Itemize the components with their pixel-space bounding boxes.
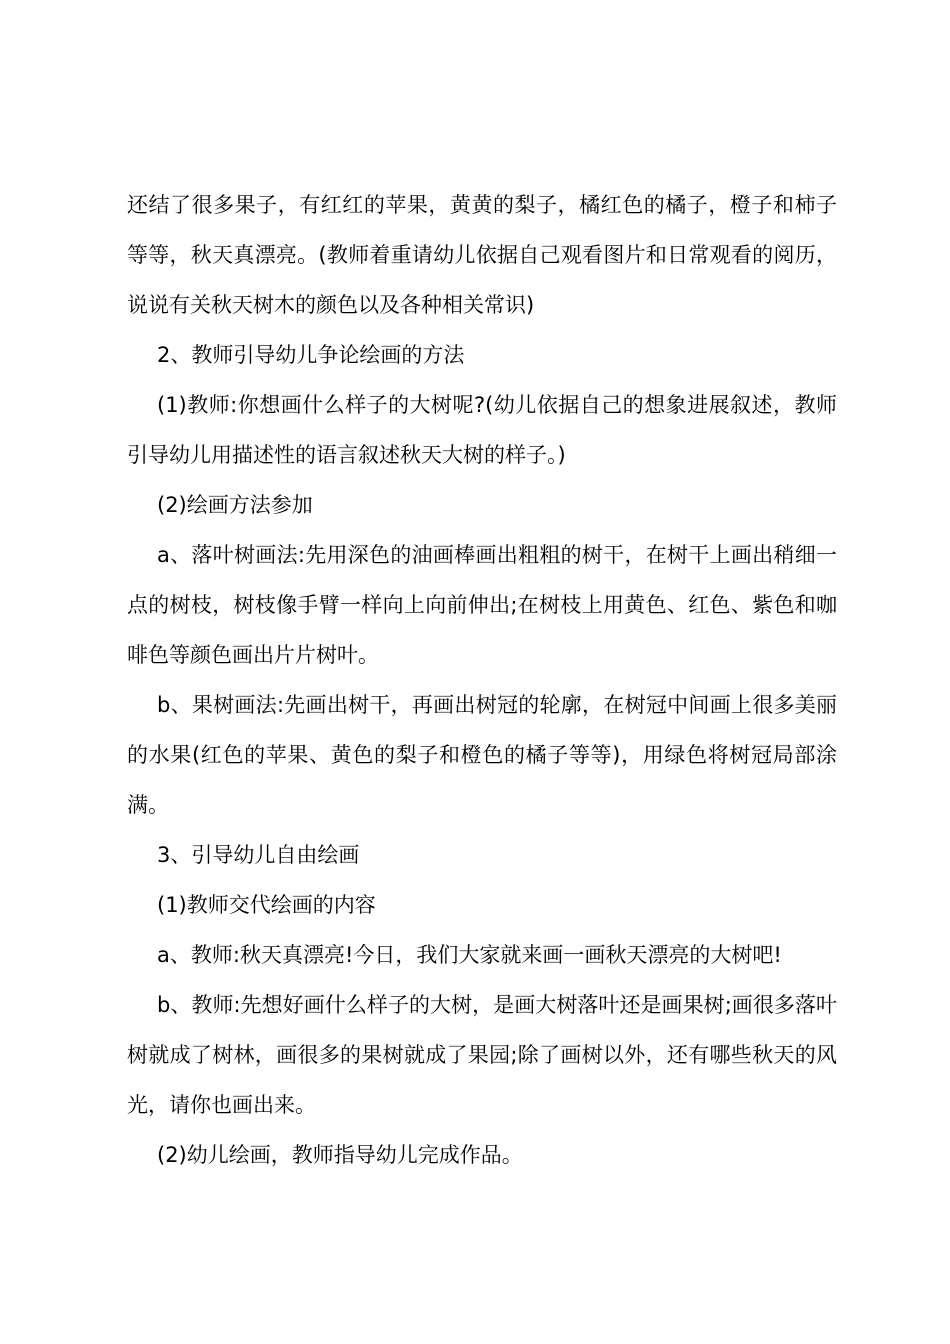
paragraph-fruit-description: 还结了很多果子，有红红的苹果，黄黄的梨子，橘红色的橘子，橙子和柿子等等，秋天真漂亮。(教师着重请幼儿依据自己观看图片和日常观看的阅历，说说有关秋天树木的颜色以及各种相关常识): [127, 193, 837, 317]
paragraph-step-2-1: (1)教师:你想画什么样子的大树呢?(幼儿依据自己的想象进展叙述，教师引导幼儿用描述性的语言叙述秋天大树的样子。): [127, 393, 837, 467]
paragraph-step-3-b: b、教师:先想好画什么样子的大树，是画大树落叶还是画果树;画很多落叶树就成了树林，画很多的果树就成了果园;除了画树以外，还有哪些秋天的风光，请你也画出来。: [127, 993, 837, 1117]
paragraph-deciduous-tree-method: a、落叶树画法:先用深色的油画棒画出粗粗的树干，在树干上画出稍细一点的树枝，树枝像手臂一样向上向前伸出;在树枝上用黄色、红色、紫色和咖啡色等颜色画出片片树叶。: [127, 543, 837, 667]
paragraph-step-3-1: (1)教师交代绘画的内容: [157, 893, 376, 917]
paragraph-step-3-2: (2)幼儿绘画，教师指导幼儿完成作品。: [157, 1143, 523, 1167]
paragraph-step-3-a: a、教师:秋天真漂亮!今日，我们大家就来画一画秋天漂亮的大树吧!: [157, 943, 782, 967]
paragraph-step-3-heading: 3、引导幼儿自由绘画: [157, 843, 360, 867]
paragraph-fruit-tree-method: b、果树画法:先画出树干，再画出树冠的轮廓，在树冠中间画上很多美丽的水果(红色的苹果、黄色的梨子和橙色的橘子等等)，用绿色将树冠局部涂满。: [127, 693, 837, 817]
paragraph-step-2-2: (2)绘画方法参加: [157, 493, 313, 517]
paragraph-step-2-heading: 2、教师引导幼儿争论绘画的方法: [157, 343, 465, 367]
document-body: [127, 180, 837, 1180]
